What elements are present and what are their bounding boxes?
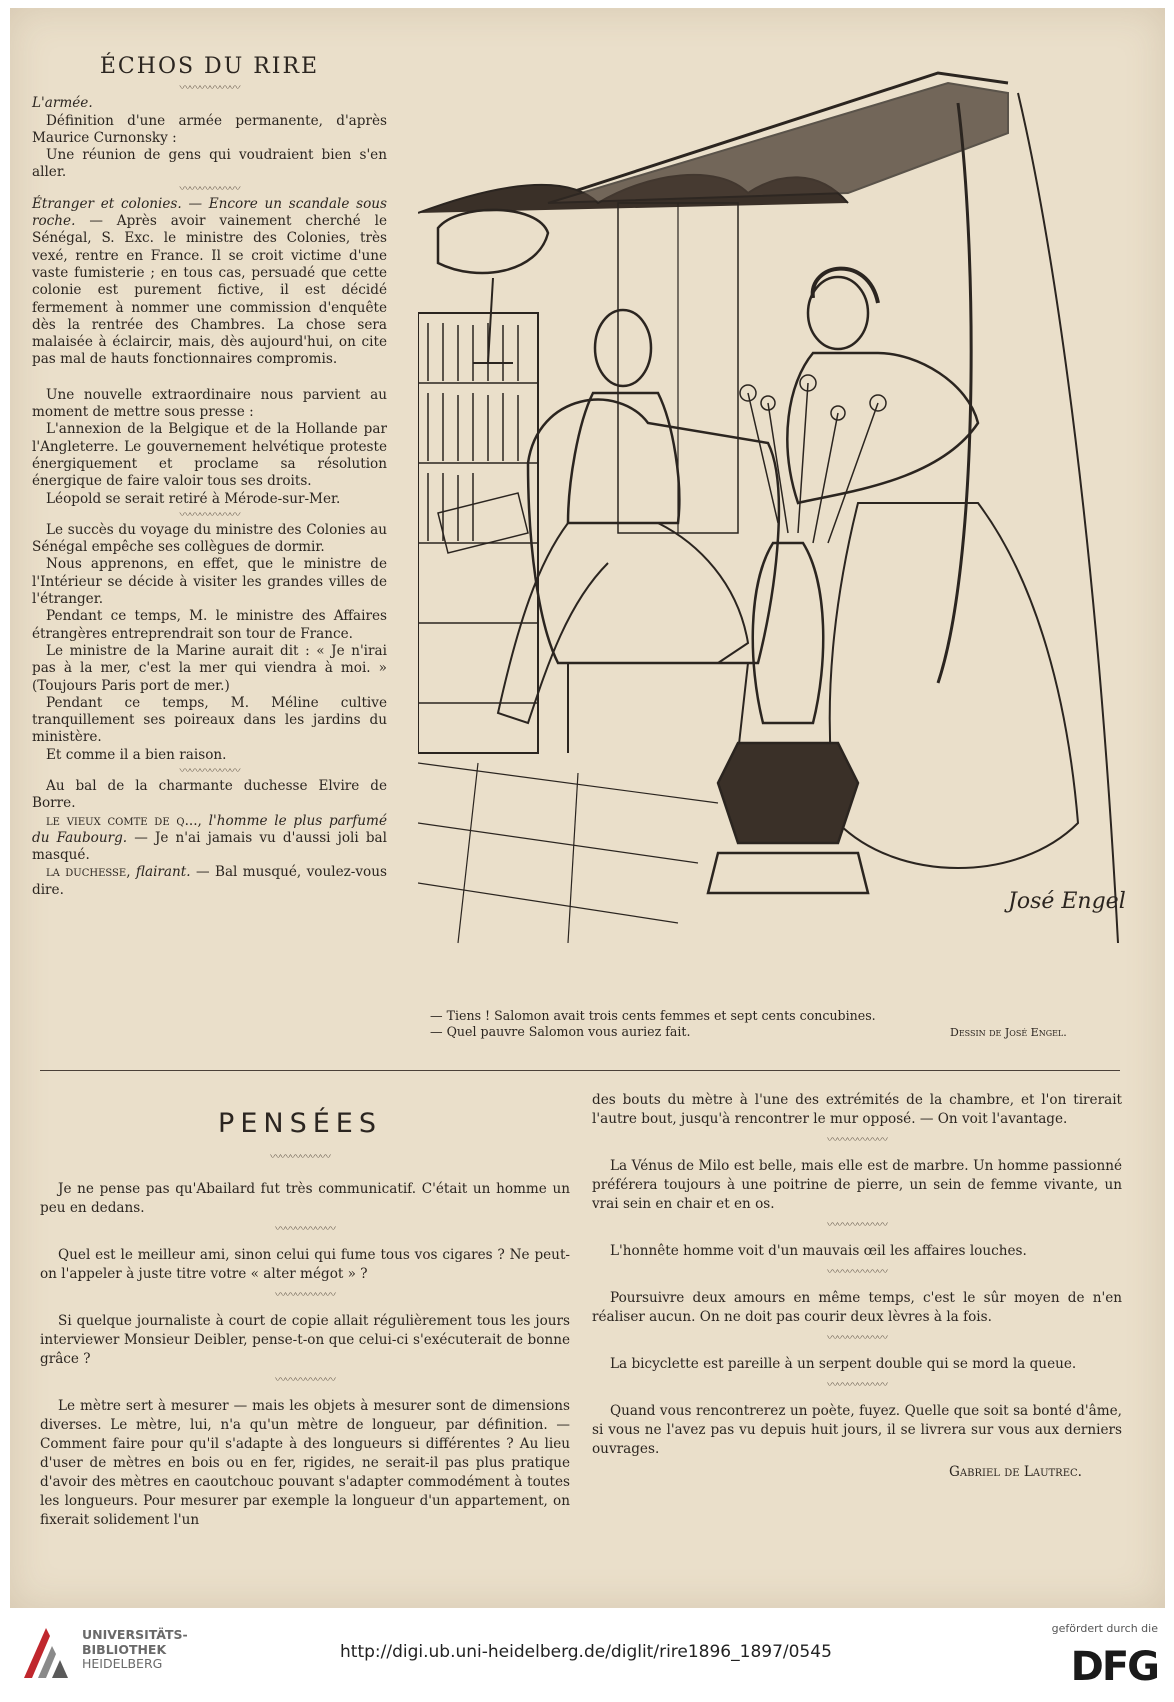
ornament-divider: 〰〰〰〰〰〰 (827, 1133, 887, 1146)
footer-bar (0, 1612, 1174, 1702)
ornament-divider: 〰〰〰〰〰〰 (270, 1150, 330, 1163)
paragraph: Nous apprenons, en effet, que le ministre de l'Intérieur se décide à visiter les grandes villes de l'étranger. (32, 556, 387, 608)
paragraph: L'annexion de la Belgique et de la Hollande par l'Angleterre. Le gouvernement helvétique proteste énergiquement et proclame sa résolution énergique de faire valoir tous ses droits. (32, 421, 387, 490)
echos-title: ÉCHOS DU RIRE (99, 54, 320, 79)
university-name: UNIVERSITÄTS- BIBLIOTHEK HEIDELBERG (82, 1627, 188, 1671)
ornament-divider: 〰〰〰〰〰〰 (827, 1378, 887, 1391)
ornament-divider: 〰〰〰〰〰〰 (275, 1373, 335, 1386)
pensees-left-column (40, 1180, 570, 1530)
illustration (418, 63, 1138, 993)
university-logo-icon (20, 1624, 72, 1682)
ornament-divider: 〰〰〰〰〰〰 (827, 1265, 887, 1278)
paragraph: Je ne pense pas qu'Abailard fut très communicatif. C'était un homme un peu en dedans. (40, 1181, 570, 1216)
paragraph: Le ministre de la Marine aurait dit : « Je n'irai pas à la mer, c'est la mer qui viendra à moi. » (Toujours Paris port de mer.) (32, 642, 387, 694)
ornament-divider: 〰〰〰〰〰〰 (275, 1222, 335, 1235)
paragraph: Et comme il a bien raison. (46, 746, 227, 763)
newspaper-page (10, 8, 1165, 1608)
funding-label: gefördert durch die (1051, 1622, 1158, 1635)
section-divider (40, 1070, 1120, 1071)
illustration-credit: Dessin de José Engel. (950, 1026, 1067, 1039)
ornament-divider: 〰〰〰〰〰〰 (179, 763, 240, 777)
artist-signature: José Engel (1008, 889, 1126, 914)
paragraph: La Vénus de Milo est belle, mais elle est de marbre. Un homme passionné préférera toujours à une poitrine de pierre, un sein de femme vivante, un vrai sein en chair et en os. (592, 1158, 1122, 1212)
caption-line: — Quel pauvre Salomon vous auriez fait. (430, 1024, 691, 1039)
author-signature: Gabriel de Lautrec. (949, 1464, 1082, 1480)
paragraph: la duchesse, flairant. — Bal musqué, voulez-vous dire. (32, 864, 387, 898)
paragraph: des bouts du mètre à l'une des extrémités de la chambre, et l'on tirerait l'autre bout, jusqu'à rencontrer le mur opposé. — On voit l'avantage. (592, 1092, 1122, 1127)
caption-line: — Tiens ! Salomon avait trois cents femmes et sept cents concubines. (430, 1008, 876, 1023)
paragraph: Léopold se serait retiré à Mérode-sur-Mer. (46, 490, 341, 507)
ornament-divider: 〰〰〰〰〰〰 (179, 181, 240, 195)
paragraph: Le mètre sert à mesurer — mais les objets à mesurer sont de dimensions diverses. Le mètre, lui, n'a qu'un mètre de longueur, par définition. — Comment faire pour qu'il s'adapte à des longueurs si différentes ? Au lieu d'user de mètres en bois ou en fer, rigides, ne serait-il pas plus pratique d'avoir des mètres en caoutchouc pouvant s'adapter commodément à toutes les longueurs. Pour mesurer par exemple la longueur d'un appartement, on fixerait solidement l'un (40, 1398, 570, 1528)
illustration-drawing (418, 63, 1138, 993)
paragraph: L'honnête homme voit d'un mauvais œil les affaires louches. (610, 1243, 1027, 1259)
paragraph: L'armée. (32, 95, 93, 112)
paragraph: Au bal de la charmante duchesse Elvire de Borre. (32, 777, 387, 812)
paragraph: Étranger et colonies. — Encore un scandale sous roche. — Après avoir vainement cherché le Sénégal, S. Exc. le ministre des Colonies, très vexé, rentre en France. Il se croit victime d'une vaste fumisterie ; en tous cas, persuadé que cette colonie est purement fictive, il est décidé fermement à nommer une commission d'enquête dès la rentrée des Chambres. La chose sera malaisée à éclaircir, mais, dès aujourd'hui, on cite pas mal de hauts fonctionnaires compromis. (32, 195, 387, 368)
paragraph: La bicyclette est pareille à un serpent double qui se mord la queue. (610, 1356, 1077, 1372)
paragraph: Définition d'une armée permanente, d'après Maurice Curnonsky : (32, 112, 387, 146)
pensees-title: PENSÉES (218, 1108, 382, 1139)
ornament-divider: 〰〰〰〰〰〰 (179, 81, 240, 95)
dfg-logo: DFG (1070, 1644, 1158, 1690)
paragraph: Quel est le meilleur ami, sinon celui qui fume tous vos cigares ? Ne peut-on l'appeler à juste titre votre « alter mégot » ? (40, 1247, 570, 1282)
echos-column (32, 54, 387, 899)
ornament-divider: 〰〰〰〰〰〰 (179, 507, 240, 521)
ornament-divider: 〰〰〰〰〰〰 (275, 1288, 335, 1301)
paragraph: Si quelque journaliste à court de copie allait régulièrement tous les jours interviewer Monsieur Deibler, pense-t-on que celui-ci s'exécuterait de bonne grâce ? (40, 1313, 570, 1367)
paragraph: Le succès du voyage du ministre des Colonies au Sénégal empêche ses collègues de dormir. (32, 521, 387, 556)
paragraph: Poursuivre deux amours en même temps, c'est le sûr moyen de n'en réaliser aucun. On ne doit pas courir deux lèvres à la fois. (592, 1290, 1122, 1325)
paragraph: Une réunion de gens qui voudraient bien s'en aller. (32, 147, 387, 181)
paragraph: Quand vous rencontrerez un poète, fuyez. Quelle que soit sa bonté d'âme, si vous ne l'avez pas vu depuis huit jours, il se livrera sur vous aux derniers ouvrages. (592, 1403, 1122, 1457)
paragraph: Pendant ce temps, M. le ministre des Affaires étrangères entreprendrait son tour de France. (32, 608, 387, 642)
source-url-link[interactable]: http://digi.ub.uni-heidelberg.de/diglit/rire1896_1897/0545 (340, 1642, 832, 1662)
paragraph: le vieux comte de q..., l'homme le plus parfumé du Faubourg. — Je n'ai jamais vu d'aussi joli bal masqué. (32, 812, 387, 864)
paragraph: Pendant ce temps, M. Méline cultive tranquillement ses poireaux dans les jardins du ministère. (32, 694, 387, 746)
paragraph: Une nouvelle extraordinaire nous parvient au moment de mettre sous presse : (32, 386, 387, 421)
ornament-divider: 〰〰〰〰〰〰 (827, 1331, 887, 1344)
pensees-right-column (592, 1091, 1122, 1482)
ornament-divider: 〰〰〰〰〰〰 (827, 1218, 887, 1231)
